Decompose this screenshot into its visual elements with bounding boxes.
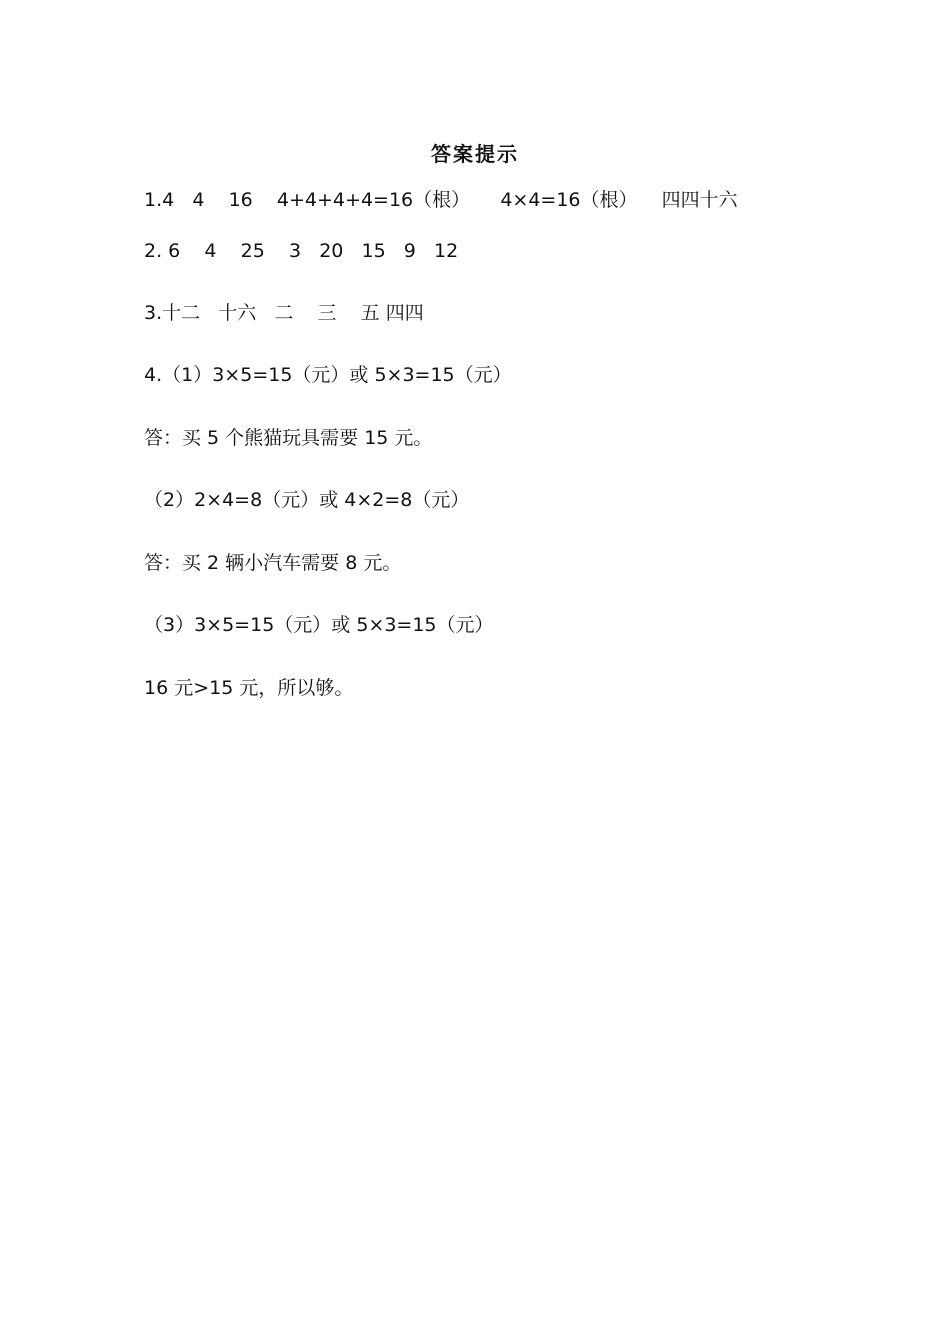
answer-line-4-3: （3）3×5=15（元）或 5×3=15（元） (144, 614, 494, 636)
answer-line-4-1-reply: 答：买 5 个熊猫玩具需要 15 元。 (144, 427, 433, 449)
answer-line-4-1: 4.（1）3×5=15（元）或 5×3=15（元） (144, 364, 512, 386)
page-title: 答案提示 (431, 142, 519, 166)
answer-line-4-2-reply: 答：买 2 辆小汽车需要 8 元。 (144, 552, 402, 574)
answer-line-4-2: （2）2×4=8（元）或 4×2=8（元） (144, 489, 470, 511)
answer-line-4-3-reply: 16 元>15 元，所以够。 (144, 677, 354, 699)
answer-line-3: 3.十二 十六 二 三 五 四四 (144, 302, 424, 324)
answer-line-2: 2. 6 4 25 3 20 15 9 12 (144, 240, 459, 262)
answer-line-1: 1.4 4 16 4+4+4+4=16（根） 4×4=16（根） 四四十六 (144, 189, 738, 211)
